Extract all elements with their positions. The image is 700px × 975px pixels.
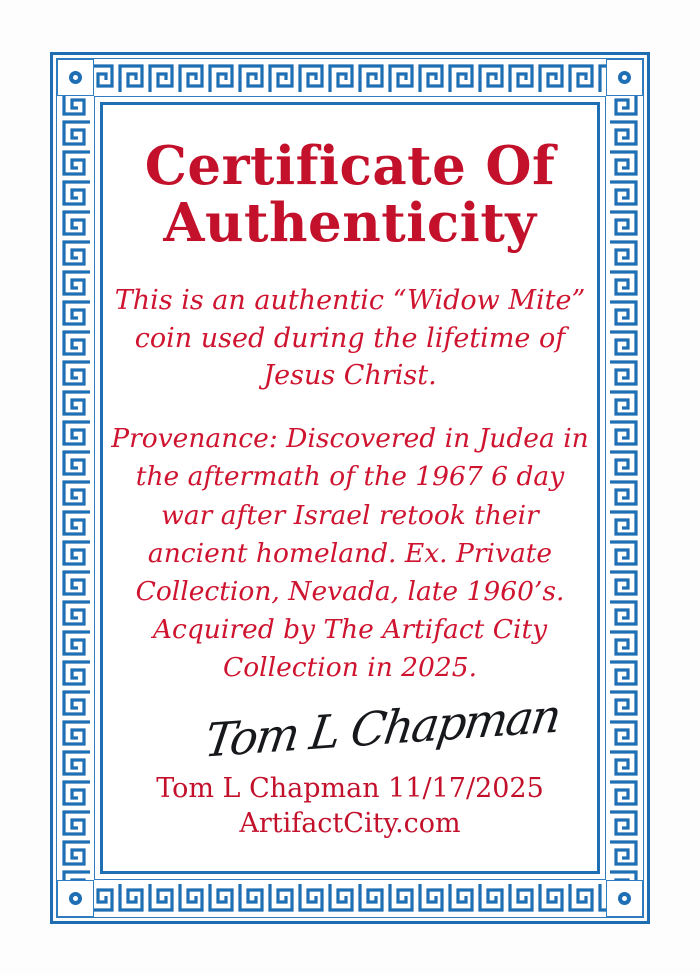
- corner-medallion-icon-top-right: [606, 59, 643, 96]
- certificate-card: [50, 52, 650, 924]
- corner-medallion-icon-bottom-left: [57, 880, 94, 917]
- signer-name-and-date: Tom L Chapman 11/17/2025: [156, 773, 544, 805]
- website-text: ArtifactCity.com: [239, 808, 461, 840]
- handwritten-signature: Tom L Chapman: [201, 688, 563, 769]
- page-title: [144, 135, 556, 255]
- corner-medallion-icon-top-left: [57, 59, 94, 96]
- meander-border-top: [57, 59, 643, 96]
- meander-border-right: [606, 59, 643, 917]
- meander-border-bottom: [57, 880, 643, 917]
- authenticity-statement: This is an authentic “Widow Mite” coin used during the lifetime of Jesus Christ.: [114, 285, 586, 391]
- title-line-2: Authenticity: [163, 192, 537, 255]
- signature-block: [108, 688, 592, 771]
- meander-border-left: [57, 59, 94, 917]
- provenance-statement: Provenance: Discovered in Judea in the aftermath of the 1967 6 day war after Israel retook their ancient homeland. Ex. Private Collection, Nevada, late 1960’s. Acquired by The Artifact City Collection in 2025.: [111, 423, 589, 684]
- title-line-1: Certificate Of: [144, 135, 556, 197]
- certificate-content: [108, 110, 592, 866]
- corner-medallion-icon-bottom-right: [606, 880, 643, 917]
